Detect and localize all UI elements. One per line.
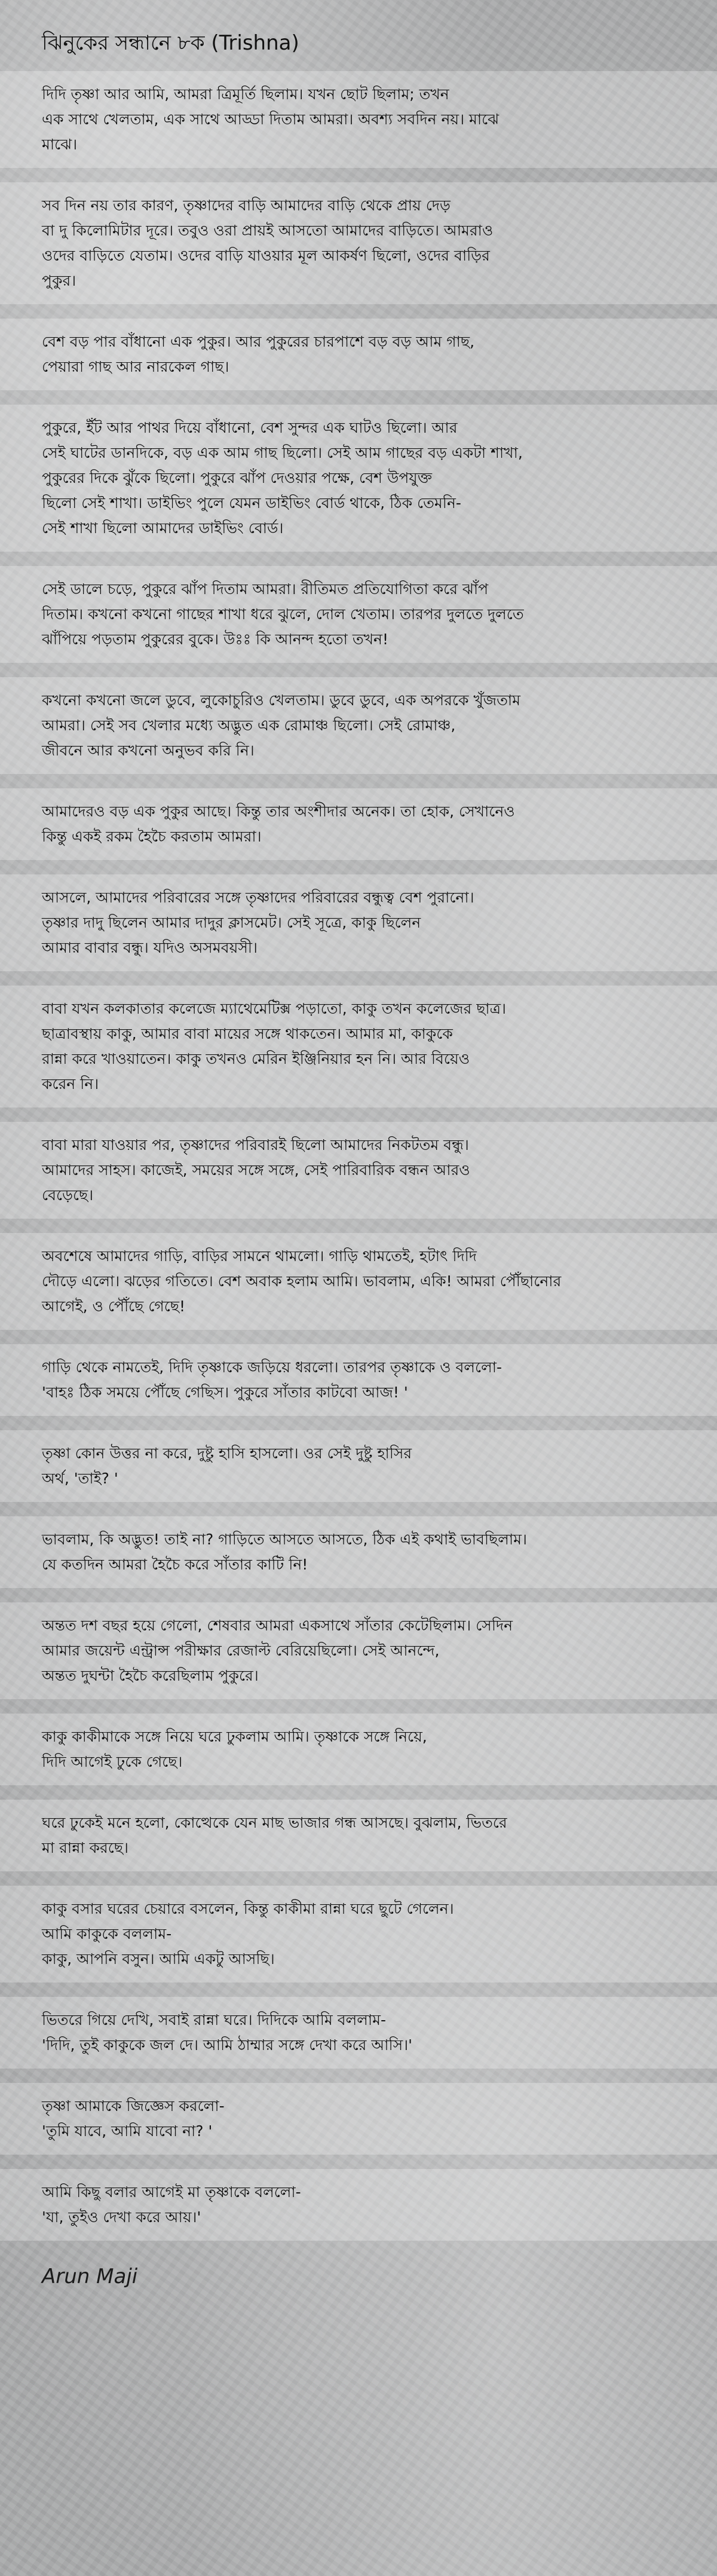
story-paragraph: সব দিন নয় তার কারণ, তৃষ্ণাদের বাড়ি আমাদের বাড়ি থেকে প্রায় দেড় বা দু কিলোমিটার দূরে। তবুও ওরা প্রায়ই আসতো আমাদের বাড়িতে। আমরাও ওদের বাড়িতে যেতাম। ওদের বাড়ি যাওয়ার মূল আকর্ষণ ছিলো, ওদের বাড়ির পুকুর।	[0, 182, 717, 304]
page-title: ঝিনুকের সন্ধানে ৮ক (Trishna)	[42, 31, 299, 55]
story-paragraph: অন্তত দশ বছর হয়ে গেলো, শেষবার আমরা একসাথে সাঁতার কেটেছিলাম। সেদিন আমার জয়েন্ট এন্ট্রান্স পরীক্ষার রেজাল্ট বেরিয়েছিলো। সেই আনন্দে, অন্তত দুঘন্টা হৈচৈ করেছিলাম পুকুরে।	[0, 1602, 717, 1699]
story-paragraph: সেই ডালে চড়ে, পুকুরে ঝাঁপ দিতাম আমরা। রীতিমত প্রতিযোগিতা করে ঝাঁপ দিতাম। কখনো কখনো গাছের শাখা ধরে ঝুলে, দোল খেতাম। তারপর দুলতে দুলতে ঝাঁপিয়ে পড়তাম পুকুরের বুকে। উঃঃ কি আনন্দ হতো তখন!	[0, 566, 717, 663]
story-paragraph: কাকু কাকীমাকে সঙ্গে নিয়ে ঘরে ঢুকলাম আমি। তৃষ্ণাকে সঙ্গে নিয়ে, দিদি আগেই ঢুকে গেছে।	[0, 1714, 717, 1785]
story-paragraph: কাকু বসার ঘরের চেয়ারে বসলেন, কিন্তু কাকীমা রান্না ঘরে ছুটে গেলেন। আমি কাকুকে বললাম- কাকু, আপনি বসুন। আমি একটু আসছি।	[0, 1886, 717, 1983]
story-paragraph: অবশেষে আমাদের গাড়ি, বাড়ির সামনে থামলো। গাড়ি থামতেই, হটাৎ দিদি দৌড়ে এলো। ঝড়ের গতিতে। বেশ অবাক হলাম আমি। ভাবলাম, একি! আমরা পৌঁছানোর আগেই, ও পৌঁছে গেছে!	[0, 1233, 717, 1330]
story-paragraph: দিদি তৃষ্ণা আর আমি, আমরা ত্রিমূর্তি ছিলাম। যখন ছোট ছিলাম; তখন এক সাথে খেলতাম, এক সাথে আড্ডা দিতাম আমরা। অবশ্য সবদিন নয়। মাঝে মাঝে।	[0, 71, 717, 168]
author-signature: Arun Maji	[42, 2264, 138, 2289]
story-paragraph: আমি কিছু বলার আগেই মা তৃষ্ণাকে বললো- 'যা, তুইও দেখা করে আয়।'	[0, 2169, 717, 2241]
story-paragraph: গাড়ি থেকে নামতেই, দিদি তৃষ্ণাকে জড়িয়ে ধরলো। তারপর তৃষ্ণাকে ও বললো- 'বাহঃ ঠিক সময়ে পৌঁছে গেছিস। পুকুরে সাঁতার কাটবো আজ! '	[0, 1344, 717, 1416]
story-paragraph: বাবা মারা যাওয়ার পর, তৃষ্ণাদের পরিবারই ছিলো আমাদের নিকটতম বন্ধু। আমাদের সাহস। কাজেই, সময়ের সঙ্গে সঙ্গে, সেই পারিবারিক বন্ধন আরও বেড়েছে।	[0, 1122, 717, 1219]
story-paragraph: ঘরে ঢুকেই মনে হলো, কোত্থেকে যেন মাছ ভাজার গন্ধ আসছে। বুঝলাম, ভিতরে মা রান্না করছে।	[0, 1800, 717, 1871]
story-paragraph: বাবা যখন কলকাতার কলেজে ম্যাথেমেটিক্স পড়াতো, কাকু তখন কলেজের ছাত্র। ছাত্রাবস্থায় কাকু, আমার বাবা মায়ের সঙ্গে থাকতেন। আমার মা, কাকুকে রান্না করে খাওয়াতেন। কাকু তখনও মেরিন ইঞ্জিনিয়ার হন নি। আর বিয়েও করেন নি।	[0, 986, 717, 1108]
story-paragraph: আমাদেরও বড় এক পুকুর আছে। কিন্তু তার অংশীদার অনেক। তা হোক, সেখানেও কিন্তু একই রকম হৈচৈ করতাম আমরা।	[0, 788, 717, 860]
story-body	[0, 71, 717, 2241]
story-paragraph: কখনো কখনো জলে ডুবে, লুকোচুরিও খেলতাম। ডুবে ডুবে, এক অপরকে খুঁজতাম আমরা। সেই সব খেলার মধ্যে অদ্ভুত এক রোমাঞ্চ ছিলো। সেই রোমাঞ্চ, জীবনে আর কখনো অনুভব করি নি।	[0, 677, 717, 774]
story-paragraph: বেশ বড় পার বাঁধানো এক পুকুর। আর পুকুরের চারপাশে বড় বড় আম গাছ, পেয়ারা গাছ আর নারকেল গাছ।	[0, 319, 717, 390]
story-paragraph: ভিতরে গিয়ে দেখি, সবাই রান্না ঘরে। দিদিকে আমি বললাম- 'দিদি, তুই কাকুকে জল দে। আমি ঠাম্মার সঙ্গে দেখা করে আসি।'	[0, 1997, 717, 2069]
story-paragraph: ভাবলাম, কি অদ্ভুত! তাই না? গাড়িতে আসতে আসতে, ঠিক এই কথাই ভাবছিলাম। যে কতদিন আমরা হৈচৈ করে সাঁতার কাটি নি!	[0, 1516, 717, 1588]
story-paragraph: আসলে, আমাদের পরিবারের সঙ্গে তৃষ্ণাদের পরিবারের বন্ধুত্ব বেশ পুরানো। তৃষ্ণার দাদু ছিলেন আমার দাদুর ক্লাসমেট। সেই সূত্রে, কাকু ছিলেন আমার বাবার বন্ধু। যদিও অসমবয়সী।	[0, 874, 717, 971]
story-paragraph: পুকুরে, ইঁট আর পাথর দিয়ে বাঁধানো, বেশ সুন্দর এক ঘাটও ছিলো। আর সেই ঘাটের ডানদিকে, বড় এক আম গাছ ছিলো। সেই আম গাছের বড় একটা শাখা, পুকুরের দিকে ঝুঁকে ছিলো। পুকুরে ঝাঁপ দেওয়ার পক্ষে, বেশ উপযুক্ত ছিলো সেই শাখা। ডাইভিং পুলে যেমন ডাইভিং বোর্ড থাকে, ঠিক তেমনি- সেই শাখা ছিলো আমাদের ডাইভিং বোর্ড।	[0, 405, 717, 552]
story-paragraph: তৃষ্ণা কোন উত্তর না করে, দুষ্টু হাসি হাসলো। ওর সেই দুষ্টু হাসির অর্থ, 'তাই? '	[0, 1430, 717, 1502]
story-paragraph: তৃষ্ণা আমাকে জিজ্ঞেস করলো- 'তুমি যাবে, আমি যাবো না? '	[0, 2083, 717, 2155]
